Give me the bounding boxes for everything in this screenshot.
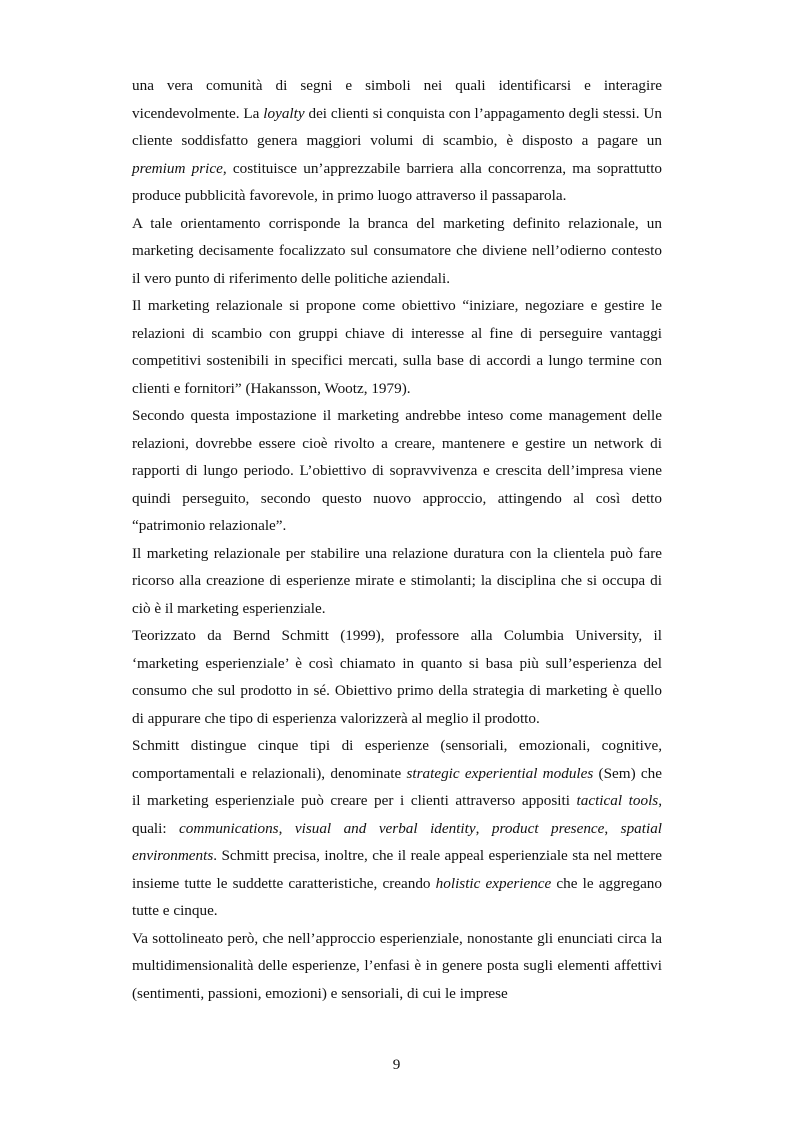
italic-run: strategic experiential modules (406, 764, 594, 782)
paragraph (132, 622, 662, 732)
text-run: Il marketing relazionale per stabilire una relazione duratura con la clientela può fare ricorso alla creazione di esperienze mirate e stimolanti; la disciplina che si occupa di ciò è il marketing esperienziale. (132, 544, 662, 617)
text-run: , (475, 819, 492, 837)
text-run: Va sottolineato però, che nell’approccio esperienziale, nonostante gli enunciati circa la multidimensionalità delle esperienze, l’enfasi è in genere posta sugli elementi affettivi (sentimenti, passioni, emozioni) e sensoriali, di cui le imprese (132, 929, 662, 1002)
paragraph (132, 72, 662, 210)
text-run: Teorizzato da Bernd Schmitt (1999), professore alla Columbia University, il ‘marketing esperienziale’ è così chiamato in quanto si basa più sull’esperienza del consumo che sul prodotto in sé. Obiettivo primo della strategia di marketing è quello di appurare che tipo di esperienza valorizzerà al meglio il prodotto. (132, 627, 662, 727)
italic-run: premium price (132, 159, 223, 177)
text-run: A tale orientamento corrisponde la branca del marketing definito relazionale, un marketing decisamente focalizzato sul consumatore che diviene nell’odierno contesto il vero punto di riferimento delle politiche aziendali. (132, 214, 662, 287)
italic-run: communications (179, 819, 279, 837)
text-run: , costituisce un’apprezzabile barriera alla concorrenza, ma soprattutto produce pubblicità favorevole, in primo luogo attraverso il passaparola. (132, 159, 663, 204)
text-run: (Sem) che il marketing esperienziale può creare per i clienti attraverso appositi (132, 764, 663, 809)
body-text (132, 72, 662, 1007)
italic-run: visual and verbal identity (294, 819, 476, 837)
text-run: , quali: (132, 792, 662, 837)
text-run: , (604, 819, 621, 837)
text-run: che le aggregano tutte e cinque. (132, 874, 662, 919)
text-run: Il marketing relazionale si propone come obiettivo “iniziare, negoziare e gestire le relazioni di scambio con gruppi chiave di interesse al fine di perseguire vantaggi competitivi sostenibili in specifici mercati, sulla base di accordi a lungo termine con clienti e fornitori” (Hakansson, Wootz, 1979). (132, 297, 662, 397)
text-run: Secondo questa impostazione il marketing andrebbe inteso come management delle relazioni, dovrebbe essere cioè rivolto a creare, mantenere e gestire un network di rapporti di lungo periodo. L’obiettivo di sopravvivenza e crescita dell’impresa viene quindi perseguito, secondo questo nuovo approccio, attingendo al così detto “patrimonio relazionale”. (132, 407, 662, 534)
italic-run: holistic experience (435, 874, 552, 892)
text-run: Schmitt distingue cinque tipi di esperienze (sensoriali, emozionali, cognitive, comportamentali e relazionali), denominate (132, 737, 662, 782)
italic-run: spatial environments (132, 819, 663, 864)
paragraph (132, 732, 662, 925)
text-run: . Schmitt precisa, inoltre, che il reale appeal esperienziale sta nel mettere insieme tutte le suddette caratteristiche, creando (132, 847, 662, 892)
italic-run: tactical tools (576, 792, 659, 809)
paragraph (132, 925, 662, 1008)
italic-run: product presence (491, 819, 605, 837)
text-run: una vera comunità di segni e simboli nei quali identificarsi e interagire vicendevolmente. La (132, 77, 662, 122)
paragraph (132, 402, 662, 540)
text-run: dei clienti si conquista con l’appagamento degli stessi. Un cliente soddisfatto genera maggiori volumi di scambio, è disposto a pagare un (132, 104, 662, 149)
page-number: 9 (392, 1056, 401, 1073)
paragraph (132, 210, 662, 293)
paragraph (132, 292, 662, 402)
text-run: , (278, 819, 295, 837)
italic-run: loyalty (263, 104, 305, 122)
paragraph (132, 540, 662, 623)
